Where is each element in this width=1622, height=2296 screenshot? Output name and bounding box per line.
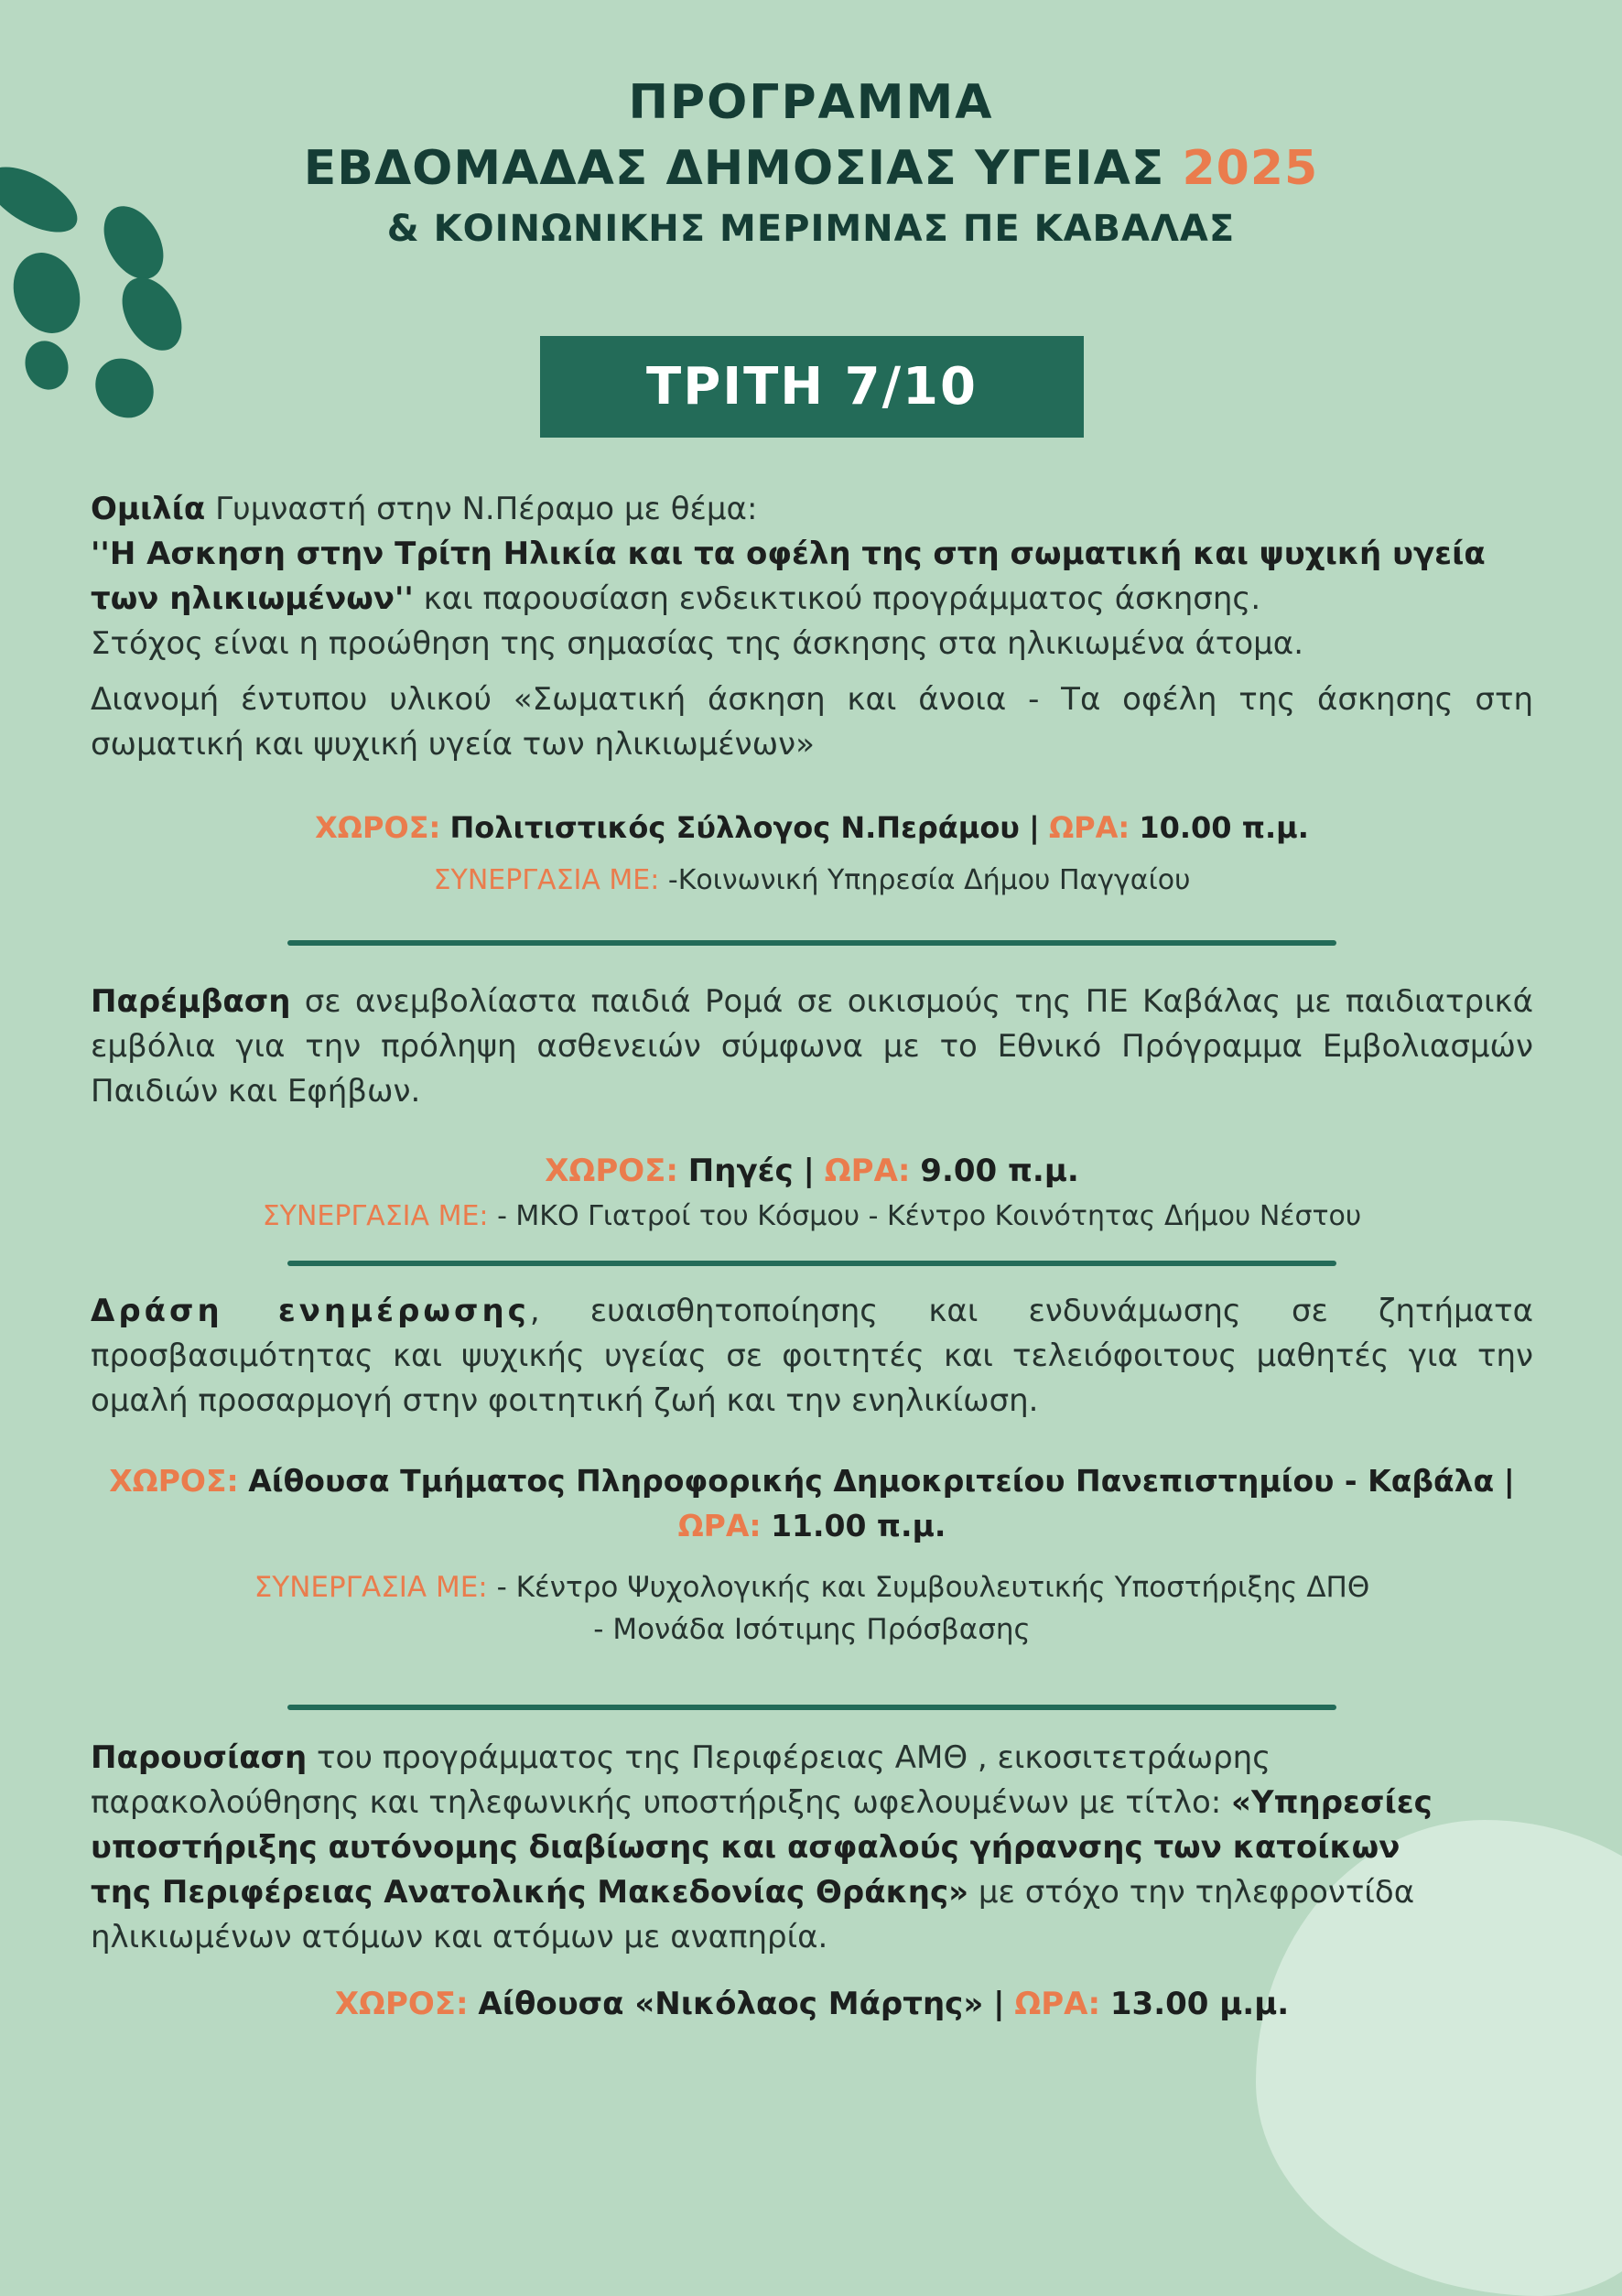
event-4: Παρουσίαση του προγράμματος της Περιφέρειας ΑΜΘ , εικοσιτετράωρης παρακολούθησης και τηλεφωνικής υποστήριξης ωφελουμένων με τίτλο: «Υπηρεσίες υποστήριξης αυτόνομης διαβίωσης και ασφαλούς γήρανσης των κατοίκων της Περιφέρειας Ανατολικής Μακεδονίας Θράκης» με στόχο την τηλεφροντίδα ηλικιωμένων ατόμων και ατόμων με αναπηρία. (91, 1739, 1433, 1955)
event-1-partners: ΣΥΝΕΡΓΑΣΙΑ ΜΕ: -Κοινωνική Υπηρεσία Δήμου Παγγαίου (433, 864, 1191, 896)
event-1-place-time: ΧΩΡΟΣ: Πολιτιστικός Σύλλογος Ν.Περάμου | ΩΡΑ: 10.00 π.μ. (315, 810, 1309, 845)
event-2-place-time: ΧΩΡΟΣ: Πηγές | ΩΡΑ: 9.00 π.μ. (545, 1153, 1079, 1189)
divider (287, 940, 1336, 946)
event-3-partners: ΣΥΝΕΡΓΑΣΙΑ ΜΕ: - Κέντρο Ψυχολογικής και Συμβουλευτικής Υποστήριξης ΔΠΘ - Μονάδα Ισότιμης Πρόσβασης (254, 1571, 1370, 1646)
header-title: ΠΡΟΓΡΑΜΜΑ (628, 75, 994, 130)
page-header (0, 71, 1622, 255)
event-4-place-time: ΧΩΡΟΣ: Αίθουσα «Νικόλαος Μάρτης» | ΩΡΑ: 13.00 μ.μ. (334, 1986, 1290, 2022)
event-1-topic: ''Η Ασκηση στην Τρίτη Ηλικία και τα οφέλη της στη σωματική και ψυχική υγεία των ηλικιωμένων'' (91, 536, 1486, 617)
event-2: Παρέμβαση σε ανεμβολίαστα παιδιά Ρομά σε οικισμούς της ΠΕ Καβάλας με παιδιατρικά εμβόλια για την πρόληψη ασθενειών σύμφωνα με το Εθνικό Πρόγραμμα Εμβολιασμών Παιδιών και Εφήβων. ΧΩΡΟΣ: Πηγές | ΩΡΑ: 9.00 π.μ. ΣΥΝΕΡΓΑΣΙΑ ΜΕ: - ΜΚΟ Γιατροί του Κόσμου - Κέντρο Κοινότητας Δήμου Νέστου (91, 980, 1533, 1239)
header-line3: & ΚΟΙΝΩΝΙΚΗΣ ΜΕΡΙΜΝΑΣ ΠΕ ΚΑΒΑΛΑΣ (386, 208, 1236, 250)
event-1: Ομιλία Γυμναστή στην Ν.Πέραμο με θέμα: ''Η Ασκηση στην Τρίτη Ηλικία και τα οφέλη της στη σωματική και ψυχική υγεία των ηλικιωμένων'' και παρουσίαση ενδεικτικού προγράμματος άσκησης. Στόχος είναι η προώθηση της σημασίας της άσκησης στα ηλικιωμένα άτομα. Διανομή έντυπου υλικού «Σωματική άσκηση και άνοια - Τα οφέλη της άσκησης στη σωματική και ψυχική υγεία των ηλικιωμένων» ΧΩΡΟΣ: Πολιτιστικός Σύλλογος Ν.Περάμου | ΩΡΑ: 10.00 π.μ. ΣΥΝΕΡΓΑΣΙΑ ΜΕ: -Κοινωνική Υπηρεσία Δήμου Παγγαίου (91, 487, 1533, 903)
divider (287, 1261, 1336, 1266)
event-3-place-time: ΧΩΡΟΣ: Αίθουσα Τμήματος Πληροφορικής Δημοκριτείου Πανεπιστημίου - Καβάλα | ΩΡΑ: 11.00 π.μ. (109, 1463, 1515, 1543)
leaf-decoration (110, 267, 193, 361)
event-2-partners: ΣΥΝΕΡΓΑΣΙΑ ΜΕ: - ΜΚΟ Γιατροί του Κόσμου - Κέντρο Κοινότητας Δήμου Νέστου (262, 1200, 1362, 1232)
event-1-distribution: Διανομή έντυπου υλικού «Σωματική άσκηση και άνοια - Τα οφέλη της άσκησης στη σωματική και ψυχική υγεία των ηλικιωμένων» (91, 681, 1533, 763)
day-badge: ΤΡΙΤΗ 7/10 (540, 336, 1084, 438)
leaf-decoration (18, 335, 75, 395)
event-3: Δράση ενημέρωσης, ευαισθητοποίησης και ενδυνάμωσης σε ζητήματα προσβασιμότητας και ψυχικής υγείας σε φοιτητές και τελειόφοιτους μαθητές για την ομαλή προσαρμογή στην φοιτητική ζωή και την ενηλικίωση. ΧΩΡΟΣ: Αίθουσα Τμήματος Πληροφορικής Δημοκριτείου Πανεπιστημίου - Καβάλα | ΩΡΑ: 11.00 π.μ. ΣΥΝΕΡΓΑΣΙΑ ΜΕ: - Κέντρο Ψυχολογικής και Συμβουλευτικής Υποστήριξης ΔΠΘ - Μονάδα Ισότιμης Πρόσβασης (91, 1289, 1533, 1651)
divider (287, 1705, 1336, 1710)
header-year: 2025 (1182, 141, 1319, 196)
header-subtitle: ΕΒΔΟΜΑΔΑΣ ΔΗΜΟΣΙΑΣ ΥΓΕΙΑΣ 2025 (303, 141, 1319, 196)
event-4-program-title: «Υπηρεσίες υποστήριξης αυτόνομης διαβίωσης και ασφαλούς γήρανσης των κατοίκων της Περιφέρειας Ανατολικής Μακεδονίας Θράκης» (91, 1784, 1433, 1911)
leaf-decoration (3, 244, 92, 343)
event-4-place-time-wrap (91, 1982, 1533, 2027)
leaf-decoration (83, 347, 166, 430)
